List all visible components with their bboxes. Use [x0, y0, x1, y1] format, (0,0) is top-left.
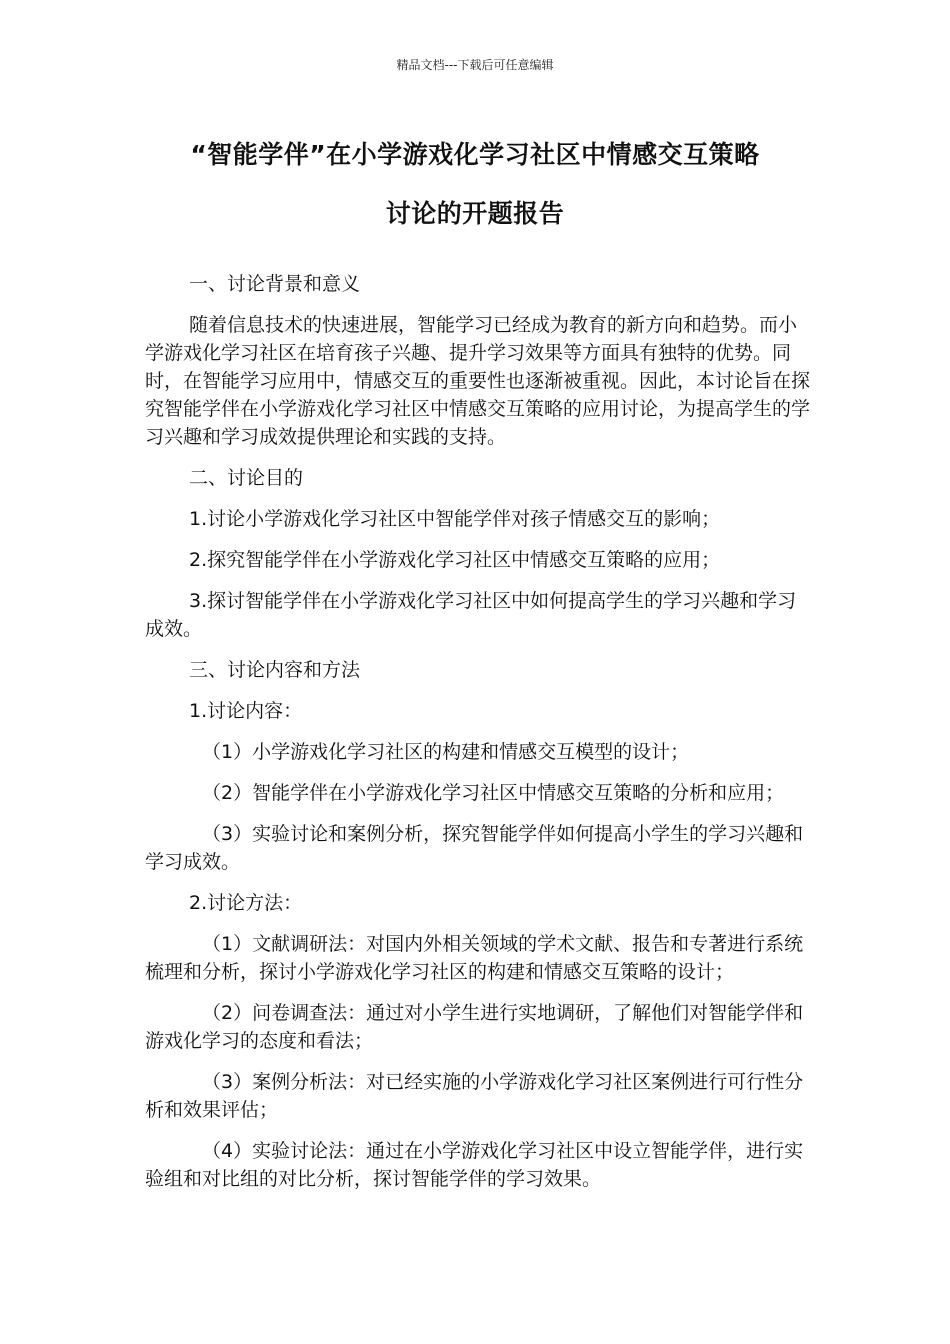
section-heading-background: 一、讨论背景和意义: [189, 273, 361, 295]
paragraph-background: 随着信息技术的快速进展，智能学习已经成为教育的新方向和趋势。而小学游戏化学习社区在培育孩子兴趣、提升学习效果等方面具有独特的优势。同时，在智能学习应用中，情感交互的重要性也逐渐被重视。因此，本讨论旨在探究智能学伴在小学游戏化学习社区中情感交互策略的应用讨论，为提高学生的学习兴趣和学习成效提供理论和实践的支持。: [145, 314, 811, 448]
method-item-3: （3）案例分析法：对已经实施的小学游戏化学习社区案例进行可行性分析和效果评估；: [145, 1071, 804, 1121]
method-item-4: （4）实验讨论法：通过在小学游戏化学习社区中设立智能学伴，进行实验组和对比组的对比分析，探讨智能学伴的学习效果。: [145, 1140, 804, 1190]
section-heading-purpose: 二、讨论目的: [189, 467, 304, 489]
content-item-3: （3）实验讨论和案例分析，探究智能学伴如何提高小学生的学习兴趣和学习成效。: [145, 823, 804, 873]
content-item-1: （1）小学游戏化学习社区的构建和情感交互模型的设计；: [202, 741, 690, 763]
content-item-2: （2）智能学伴在小学游戏化学习社区中情感交互策略的分析和应用；: [202, 782, 785, 804]
document-title-line-1: “智能学伴”在小学游戏化学习社区中情感交互策略: [190, 140, 760, 169]
purpose-item-2: 2.探究智能学伴在小学游戏化学习社区中情感交互策略的应用；: [189, 549, 721, 571]
purpose-item-3: 3.探讨智能学伴在小学游戏化学习社区中如何提高学生的学习兴趣和学习成效。: [145, 590, 797, 640]
method-item-2: （2）问卷调查法：通过对小学生进行实地调研，了解他们对智能学伴和游戏化学习的态度和看法；: [145, 1002, 804, 1052]
method-item-1: （1）文献调研法：对国内外相关领域的学术文献、报告和专著进行系统梳理和分析，探讨小学游戏化学习社区的构建和情感交互策略的设计；: [145, 933, 804, 983]
section-heading-content-methods: 三、讨论内容和方法: [189, 659, 361, 681]
content-subheading: 1.讨论内容：: [189, 700, 303, 722]
header-note: 精品文档---下载后可任意编辑: [396, 58, 554, 72]
document-body: [145, 270, 813, 1206]
document-title-line-2: 讨论的开题报告: [385, 199, 565, 228]
purpose-item-1: 1.讨论小学游戏化学习社区中智能学伴对孩子情感交互的影响；: [189, 508, 721, 530]
methods-subheading: 2.讨论方法：: [189, 892, 303, 914]
